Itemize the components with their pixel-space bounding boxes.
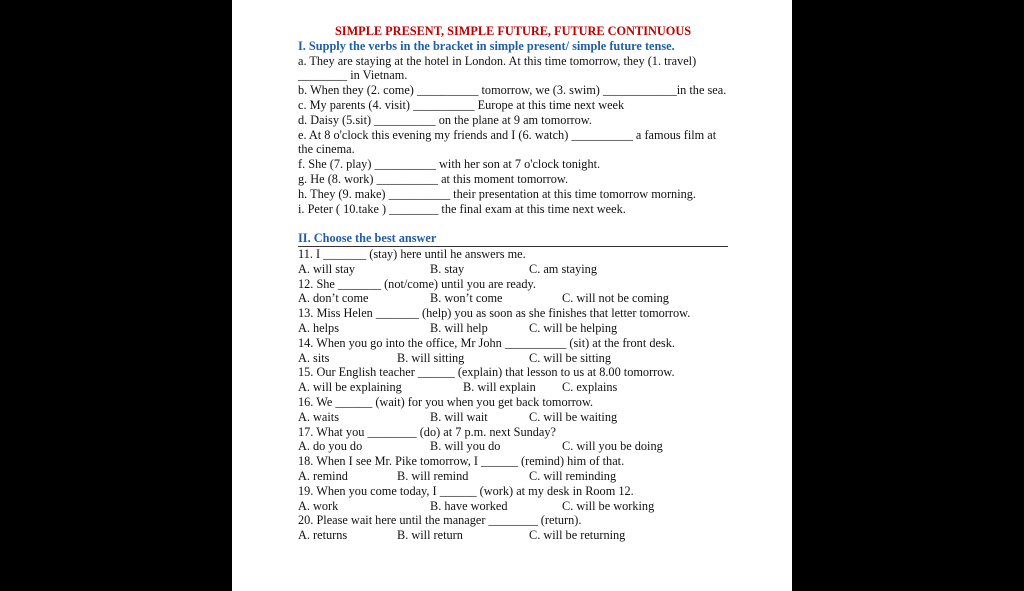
option-c: C. will be returning xyxy=(529,528,626,543)
options-19 xyxy=(298,499,728,514)
options-18 xyxy=(298,469,728,484)
option-b: B. will help xyxy=(430,320,488,335)
question-17: 17. What you ________ (do) at 7 p.m. next Sunday? xyxy=(298,424,556,439)
option-b: B. will wait xyxy=(430,409,488,424)
document-page xyxy=(232,0,792,591)
option-a: A. sits xyxy=(298,350,330,365)
question-11: 11. I _______ (stay) here until he answers me. xyxy=(298,246,526,261)
question-20: 20. Please wait here until the manager ________ (return). xyxy=(298,513,582,528)
option-c: C. am staying xyxy=(529,261,597,276)
option-a: A. remind xyxy=(298,468,348,483)
option-c: C. will be helping xyxy=(529,320,618,335)
exercise-line-a: a. They are staying at the hotel in London. At this time tomorrow, they (1. travel) ________ in Vietnam. xyxy=(298,53,697,83)
exercise-line-g: g. He (8. work) __________ at this moment tomorrow. xyxy=(298,171,569,186)
question-13: 13. Miss Helen _______ (help) you as soon as she finishes that letter tomorrow. xyxy=(298,306,691,321)
exercise-line-c: c. My parents (4. visit) __________ Europe at this time next week xyxy=(298,97,625,112)
option-c: C. will be sitting xyxy=(529,350,611,365)
options-12 xyxy=(298,291,728,306)
option-b: B. will sitting xyxy=(397,350,465,365)
option-b: B. have worked xyxy=(430,498,508,513)
option-c: C. will be waiting xyxy=(529,409,618,424)
options-14 xyxy=(298,351,728,366)
option-b: B. won’t come xyxy=(430,291,503,306)
option-c: C. will be working xyxy=(562,498,655,513)
options-17 xyxy=(298,439,728,454)
exercise-line-f: f. She (7. play) __________ with her son at 7 o'clock tonight. xyxy=(298,157,601,172)
option-a: A. waits xyxy=(298,409,339,424)
spacer xyxy=(298,216,728,231)
option-b: B. will remind xyxy=(397,468,469,483)
options-15 xyxy=(298,380,728,395)
option-b: B. will you do xyxy=(430,439,501,454)
question-15: 15. Our English teacher ______ (explain) that lesson to us at 8.00 tomorrow. xyxy=(298,365,675,380)
option-b: B. will explain xyxy=(463,380,536,395)
option-a: A. helps xyxy=(298,320,339,335)
exercise-line-b: b. When they (2. come) __________ tomorrow, we (3. swim) ____________in the sea. xyxy=(298,83,727,98)
option-a: A. don’t come xyxy=(298,291,369,306)
options-20 xyxy=(298,528,728,543)
option-c: C. explains xyxy=(562,380,618,395)
section-2-heading: II. Choose the best answer xyxy=(298,231,728,247)
option-b: B. stay xyxy=(430,261,465,276)
question-16: 16. We ______ (wait) for you when you get back tomorrow. xyxy=(298,394,594,409)
option-c: C. will you be doing xyxy=(562,439,663,454)
worksheet-title: SIMPLE PRESENT, SIMPLE FUTURE, FUTURE CONTINUOUS xyxy=(334,24,692,38)
question-19: 19. When you come today, I ______ (work) at my desk in Room 12. xyxy=(298,483,634,498)
option-a: A. will stay xyxy=(298,261,356,276)
option-a: A. do you do xyxy=(298,439,363,454)
question-14: 14. When you go into the office, Mr John __________ (sit) at the front desk. xyxy=(298,335,675,350)
option-a: A. work xyxy=(298,498,339,513)
option-a: A. will be explaining xyxy=(298,380,402,395)
exercise-line-d: d. Daisy (5.sit) __________ on the plane at 9 am tomorrow. xyxy=(298,112,592,127)
exercise-line-i: i. Peter ( 10.take ) ________ the final exam at this time next week. xyxy=(298,201,626,216)
option-c: C. will reminding xyxy=(529,468,617,483)
options-13 xyxy=(298,321,728,336)
exercise-line-e: e. At 8 o'clock this evening my friends and I (6. watch) __________ a famous film at the cinema. xyxy=(298,127,717,157)
section-1-heading: I. Supply the verbs in the bracket in simple present/ simple future tense. xyxy=(298,38,675,53)
question-12: 12. She _______ (not/come) until you are ready. xyxy=(298,276,536,291)
option-a: A. returns xyxy=(298,528,348,543)
options-11 xyxy=(298,262,728,277)
question-18: 18. When I see Mr. Pike tomorrow, I ______ (remind) him of that. xyxy=(298,454,625,469)
exercise-line-h: h. They (9. make) __________ their presentation at this time tomorrow morning. xyxy=(298,186,696,201)
option-b: B. will return xyxy=(397,528,463,543)
option-c: C. will not be coming xyxy=(562,291,669,306)
worksheet-content xyxy=(298,24,728,543)
options-16 xyxy=(298,410,728,425)
